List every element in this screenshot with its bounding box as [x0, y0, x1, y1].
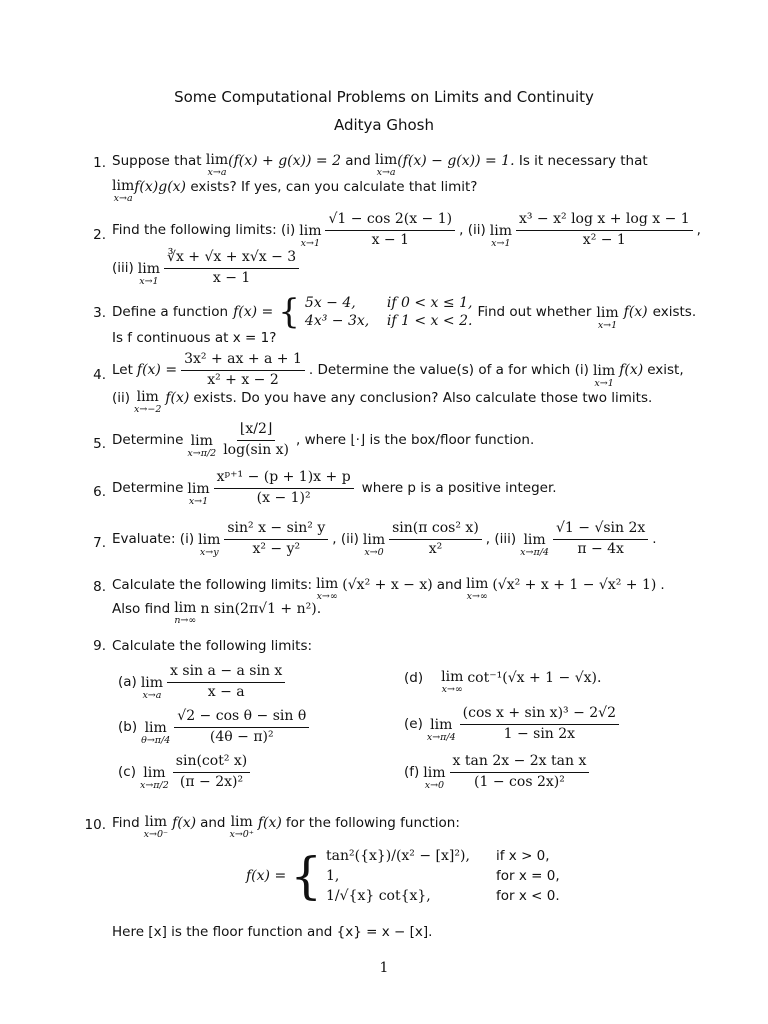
- piecewise-function: f(x) = { tan²({x})/(x² − [x]²), if x > 0, 1, for x = 0, 1/√{x} cot{x}, for x < 0.: [246, 847, 560, 905]
- fraction: $\frac{\text{x sin a − a sin x}}{x - a}$: [167, 664, 285, 700]
- limit-operator: lim x→π/2: [187, 433, 217, 459]
- limit-operator: lim x→π/2: [139, 765, 169, 791]
- fraction: $\frac{⌊x/2⌋}{\text{log(sin x)}}$: [223, 421, 290, 458]
- limit-operator: lim θ→π/4: [141, 720, 171, 746]
- subproblem-e: (e) lim x→π/4 $\frac{\text{(cos x + sin x)³ − 2√2}}{1 - \sin 2x}$: [404, 706, 619, 743]
- subproblem-c: (c) lim x→π/2 $\frac{\text{sin(cot² x)}}{\text{(π − 2x)²}}$: [118, 754, 250, 791]
- problem-10-footer: Here [x] is the floor function and {x} = x − [x].: [112, 924, 433, 940]
- fraction: $\frac{\text{√2 − cos θ − sin θ}}{\text{(4θ − π)²}}$: [174, 709, 309, 745]
- fraction: $\frac{√1 - √\sin 2x}{\pi - 4x}$: [553, 521, 648, 557]
- problem-3-line-2: Is f continuous at x = 1?: [112, 330, 277, 346]
- fraction: $\frac{\text{x tan 2x − 2x tan x}}{\text{(1 − cos 2x)²}}$: [450, 754, 590, 790]
- limit-operator: lim x→π/4: [520, 532, 549, 558]
- problem-8-line-1: Calculate the following limits: lim x→∞ (√x² + x − x) and lim x→∞ (√x² + x + 1 − √x² + 1) .: [112, 576, 665, 602]
- limit-operator: lim x→∞: [316, 576, 339, 602]
- problem-6-line: Determine lim x→1 $\frac{\text{xᵖ⁺¹ − (p + 1)x + p}}{\text{(x − 1)²}}$ where p is a positive integer.: [112, 469, 557, 507]
- problem-number: 8.: [93, 579, 106, 595]
- problem-2-line-2: (iii) lim x→1 $\frac{∛x + √x + x√x - 3}{x - 1}$: [112, 250, 299, 287]
- left-brace: {: [278, 292, 300, 333]
- problem-number: 6.: [93, 484, 106, 500]
- limit-operator: lim x→0: [423, 765, 446, 791]
- limit-operator: lim x→0⁺: [229, 814, 254, 840]
- math-expression: n sin(2π√1 + n²).: [200, 601, 322, 617]
- limit-operator: lim x→a: [112, 178, 135, 204]
- fraction: $\frac{\text{(cos x + sin x)³ − 2√2}}{1 - \sin 2x}$: [460, 706, 619, 742]
- limit-operator: lim x→1: [592, 363, 616, 389]
- limit-operator: lim x→a: [140, 675, 164, 701]
- fraction: $\frac{√1 - \cos 2(x - 1)}{x - 1}$: [325, 212, 455, 248]
- limit-operator: lim x→1: [137, 261, 161, 287]
- document-author: Aditya Ghosh: [333, 116, 435, 134]
- problem-9-intro: Calculate the following limits:: [112, 638, 313, 654]
- limit-operator: lim x→0: [362, 532, 386, 558]
- limit-operator: lim x→1: [299, 223, 322, 249]
- piecewise-cases: tan²({x})/(x² − [x]²), if x > 0, 1, for x = 0, 1/√{x} cot{x}, for x < 0.: [326, 848, 560, 904]
- problem-7-line: Evaluate: (i) lim x→y $\frac{\text{sin² x − sin² y}}{\text{x² − y²}}$ , (ii) lim x→0 $\frac{\text{sin(π cos² x)}}{\text{x²}}$ , (iii) lim x→π/4 $\frac{√1 - √\sin 2x}{\pi - 4x}$ .: [112, 520, 657, 558]
- problem-4-line-2: (ii) lim x→−2 f(x) exists. Do you have any conclusion? Also calculate those two limits.: [112, 389, 653, 415]
- fraction: $\frac{\text{sin(π cos² x)}}{\text{x²}}$: [389, 521, 482, 557]
- fraction: $\frac{\text{sin(cot² x)}}{\text{(π − 2x)²}}$: [173, 754, 250, 790]
- problem-number: 3.: [93, 305, 106, 321]
- left-brace: {: [290, 847, 322, 905]
- limit-operator: lim x→−2: [134, 389, 162, 415]
- fraction: $\frac{\text{xᵖ⁺¹ − (p + 1)x + p}}{\text{(x − 1)²}}$: [214, 470, 354, 506]
- limit-operator: lim x→∞: [441, 669, 464, 695]
- fraction: $\frac{\text{3x² + ax + a + 1}}{\text{x² + x − 2}}$: [181, 352, 305, 388]
- limit-operator: lim x→y: [198, 532, 221, 558]
- document-title: Some Computational Problems on Limits and Continuity: [174, 88, 594, 106]
- problem-10-line-1: Find lim x→0⁻ f(x) and lim x→0⁺ f(x) for the following function:: [112, 814, 460, 840]
- problem-3-line-1: Define a function f(x) = { 5x − 4, if 0 < x ≤ 1, 4x³ − 3x, if 1 < x < 2. Find out whether lim x→1 f(x) exists.: [112, 292, 697, 333]
- math-expression: (f(x) + g(x)) = 2: [228, 153, 341, 169]
- limit-operator: lim x→1: [596, 305, 619, 331]
- fraction: $\frac{\text{x³ − x² log x + log x − 1}}{\text{x² − 1}}$: [516, 212, 693, 248]
- limit-operator: lim x→1: [187, 481, 210, 507]
- limit-operator: lim x→π/4: [426, 717, 456, 743]
- limit-operator: lim x→∞: [466, 576, 489, 602]
- math-expression: cot⁻¹(√x + 1 − √x).: [467, 670, 602, 686]
- problem-1-line-2: lim x→a f(x)g(x) exists? If yes, can you calculate that limit?: [112, 178, 478, 204]
- piecewise-cases: 5x − 4, if 0 < x ≤ 1, 4x³ − 3x, if 1 < x < 2.: [304, 295, 473, 330]
- limit-operator: lim x→a: [205, 152, 229, 178]
- problem-number: 1.: [93, 155, 106, 171]
- problem-number: 10.: [84, 817, 106, 833]
- problem-number: 2.: [93, 227, 106, 243]
- math-expression: (f(x) − g(x)) = 1.: [397, 153, 515, 169]
- page-number: 1: [379, 960, 389, 976]
- problem-number: 4.: [93, 367, 106, 383]
- subproblem-d: (d) lim x→∞ cot⁻¹(√x + 1 − √x).: [404, 669, 602, 695]
- problem-4-line-1: Let f(x) = $\frac{\text{3x² + ax + a + 1}}{\text{x² + x − 2}}$ . Determine the value(s) of a for which (i) lim x→1 f(x) exist,: [112, 351, 684, 389]
- problem-1-line-1: Suppose that lim x→a (f(x) + g(x)) = 2 and lim x→a (f(x) − g(x)) = 1. Is it necessary that: [112, 152, 648, 178]
- problem-number: 9.: [93, 638, 106, 654]
- problem-number: 7.: [93, 535, 106, 551]
- subproblem-a: (a) lim x→a $\frac{\text{x sin a − a sin x}}{x - a}$: [118, 664, 285, 701]
- math-expression: (√x² + x − x): [342, 577, 433, 593]
- limit-operator: lim x→a: [374, 152, 398, 178]
- problem-2-line-1: Find the following limits: (i) lim x→1 $\frac{√1 - \cos 2(x - 1)}{x - 1}$ , (ii) lim x→1 $\frac{\text{x³ − x² log x + log x − 1}}{\text{x² − 1}}$ ,: [112, 211, 701, 249]
- fraction: $\frac{\text{sin² x − sin² y}}{\text{x² − y²}}$: [224, 521, 328, 557]
- limit-operator: lim x→1: [489, 223, 512, 249]
- math-expression: (√x² + x + 1 − √x² + 1): [492, 577, 657, 593]
- math-expression: f(x)g(x): [134, 179, 187, 195]
- limit-operator: lim x→0⁻: [143, 814, 169, 840]
- limit-operator: lim n→∞: [174, 600, 197, 626]
- subproblem-f: (f) lim x→0 $\frac{\text{x tan 2x − 2x tan x}}{\text{(1 − cos 2x)²}}$: [404, 754, 589, 791]
- problem-number: 5.: [93, 436, 106, 452]
- problem-5-line: Determine lim x→π/2 $\frac{⌊x/2⌋}{\text{log(sin x)}}$ , where ⌊·⌋ is the box/floor function.: [112, 421, 535, 459]
- problem-8-line-2: Also find lim n→∞ n sin(2π√1 + n²).: [112, 600, 322, 626]
- subproblem-b: (b) lim θ→π/4 $\frac{\text{√2 − cos θ − sin θ}}{\text{(4θ − π)²}}$: [118, 709, 309, 746]
- fraction: $\frac{∛x + √x + x√x - 3}{x - 1}$: [164, 250, 299, 286]
